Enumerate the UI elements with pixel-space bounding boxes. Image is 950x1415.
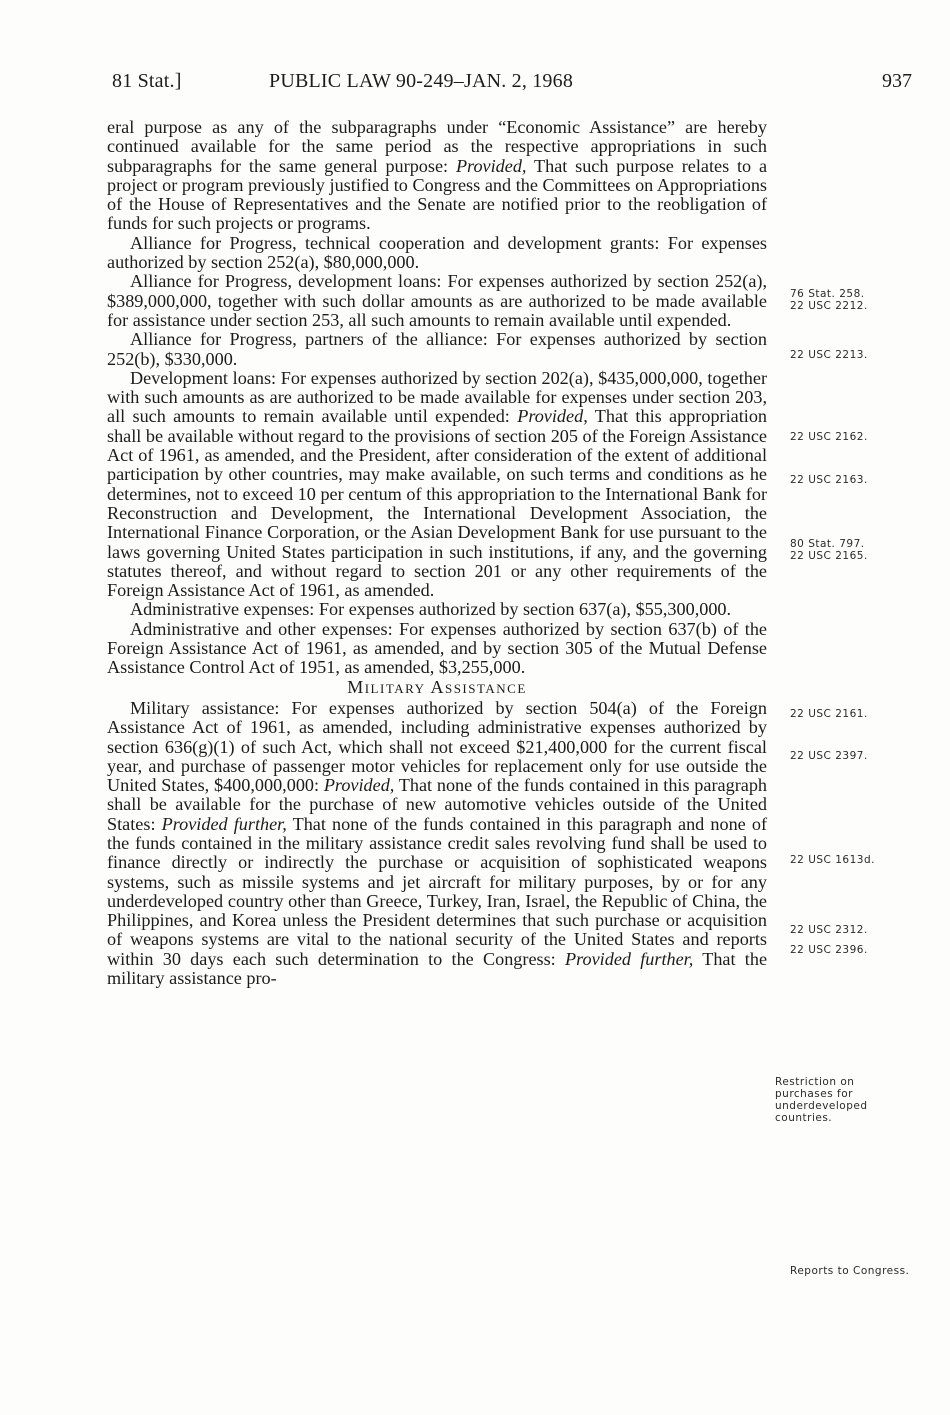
margin-citation: 22 USC 2213. [790,349,868,361]
margin-note-reports: Reports to Congress. [790,1265,910,1277]
provided-further-clause: Provided further, [565,948,694,969]
page-number: 937 [882,70,912,92]
margin-citation: 22 USC 2396. [790,944,868,956]
margin-citation: 22 USC 2163. [790,474,868,486]
paragraph-administrative-expenses: Administrative expenses: For expenses authorized by section 637(a), $55,300,000. [130,599,732,620]
section-heading-military-assistance: Military Assistance [347,676,527,697]
margin-citation: 22 USC 2161. [790,708,868,720]
body-text [107,118,767,988]
margin-citation: 22 USC 2312. [790,924,868,936]
margin-citation: 22 USC 2162. [790,431,868,443]
running-title: PUBLIC LAW 90-249–JAN. 2, 1968 [269,70,574,92]
paragraph-economic-assistance-continuation: eral purpose as any of the subparagraphs under “Economic Assistance” are hereby continued available for the same period as the respective appropriations in such subparagraphs for the same general purpose: Provided, That such purpose relates to a project or program previously justified to Congress and the Committees on Appropriations of the House of Representatives and the Senate are notified prior to the reobligation of funds for such projects or programs. [107,117,768,234]
provided-clause: Provided, [455,155,527,176]
margin-citation: 22 USC 2397. [790,750,868,762]
paragraph-alliance-loans: Alliance for Progress, development loans: For expenses authorized by section 252(a), $389,000,000, together with such dollar amounts as are authorized to be made available for assistance under section 253, all such amounts to remain available until expended. [107,271,767,330]
provided-clause: Provided, [323,775,395,796]
statute-reference: 81 Stat.] [112,70,182,92]
paragraph-alliance-partners: Alliance for Progress, partners of the alliance: For expenses authorized by section 252(b), $330,000. [107,329,767,369]
provided-clause: Provided, [517,406,588,427]
paragraph-administrative-other-expenses: Administrative and other expenses: For expenses authorized by section 637(b) of the Foreign Assistance Act of 1961, as amended, and by section 305 of the Mutual Defense Assistance Control Act of 1951, as amended, $3,255,000. [107,618,767,678]
margin-citation: 80 Stat. 797. 22 USC 2165. [790,538,868,562]
paragraph-military-assistance: Military assistance: For expenses authorized by section 504(a) of the Foreign Assistance Act of 1961, as amended, including administrative expenses authorized by section 636(g)(1) of such Act, which shall not exceed $21,400,000 for the current fiscal year, and purchase of passenger motor vehicles for replacement only for use outside the United States, $400,000,000: Provided, That none of the funds contained in this paragraph shall be available for the purchase of new automotive vehicles outside of the United States: Provided further, That none of the funds contained in this paragraph and none of the funds contained in the military assistance credit sales revolving fund shall be used to finance directly or indirectly the purchase or acquisition of sophisticated weapons systems, such as missile systems and jet aircraft for military purposes, by or for any underdeveloped country other than Greece, Turkey, Iran, Israel, the Republic of China, the Philippines, and Korea unless the President determines that such purchase or acquisition of weapons systems are vital to the national security of the United States and reports within 30 days each such determination to the Congress: Provided further, That the military assistance pro- [107,697,768,989]
paragraph-development-loans: Development loans: For expenses authorized by section 202(a), $435,000,000, together with such amounts as are authorized to be made available for expenses under section 203, all such amounts to remain available until expended: Provided, That this appropriation shall be available without regard to the provisions of section 205 of the Foreign Assistance Act of 1961, as amended, and the President, after consideration of the extent of additional participation by other countries, may make available, on such terms and conditions as he determines, not to exceed 10 per centum of this appropriation to the International Bank for Reconstruction and Development, the International Development Association, the International Finance Corporation, or the Asian Development Bank for use pursuant to the laws governing United States participation in such institutions, if any, and the governing statutes thereof, and without regard to section 201 or any other requirements of the Foreign Assistance Act of 1961, as amended. [107,367,768,601]
provided-further-clause: Provided further, [161,813,287,834]
page-header [112,70,912,100]
paragraph-alliance-grants: Alliance for Progress, technical cooperation and development grants: For expenses authorized by section 252(a), $80,000,000. [107,232,767,273]
margin-note-restriction: Restriction on purchases for underdeveloped countries. [775,1076,868,1124]
margin-citation: 22 USC 1613d. [790,854,875,866]
margin-citation: 76 Stat. 258. 22 USC 2212. [790,288,868,312]
